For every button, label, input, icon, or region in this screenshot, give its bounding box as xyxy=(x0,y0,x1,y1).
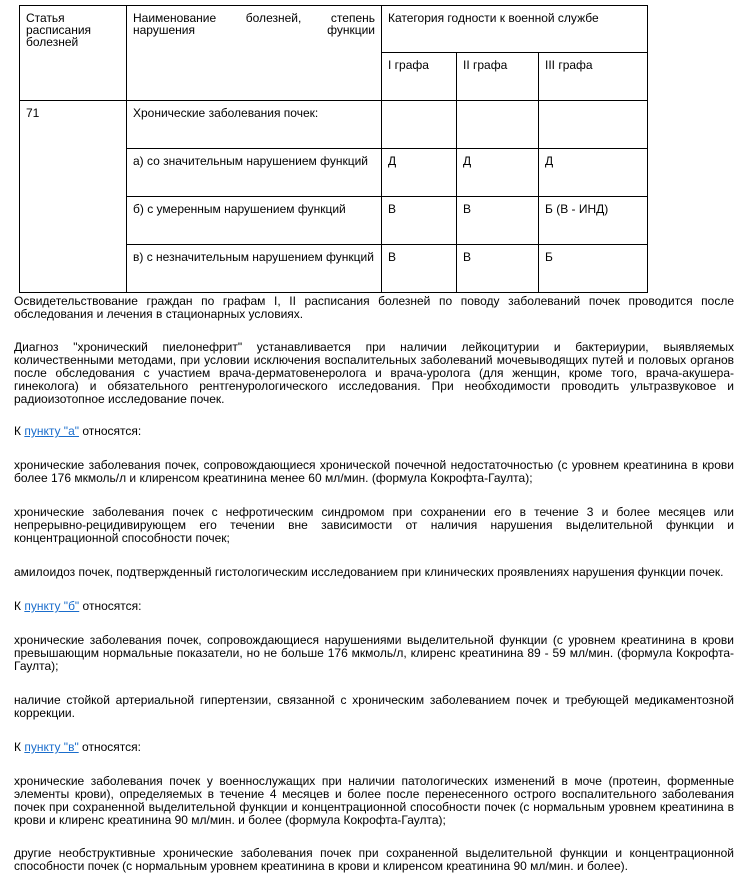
paragraph-diagnosis: Диагноз "хронический пиелонефрит" устанавливается при наличии лейкоцитурии и бактериурии, выявляемых количественными методами, при условии исключения воспалительных заболеваний мочевыводящих путей и половых органов после обследования с участием врача-дерматовенеролога и врача-уролога (для женщин, кроме того, врача-акушера-гинеколога) и обязательного рентгенурологического исследования. При необходимости проводить ультразвуковое и радиоизотопное исследование почек. xyxy=(14,340,734,406)
row-grafa-3: Б xyxy=(539,245,648,293)
point-v-suffix: относятся: xyxy=(78,740,141,754)
point-b-suffix: относятся: xyxy=(79,599,142,613)
header-grafa-1: I графа xyxy=(382,53,457,101)
point-a-item-1: хронические заболевания почек, сопровождающиеся хронической почечной недостаточностью (с уровнем креатинина в крови более 176 мкмоль/л и клиренсом креатинина менее 60 мл/мин. (формула Кокрофта-Гаулта); xyxy=(14,458,734,485)
disease-schedule-table xyxy=(19,5,648,293)
paragraph-examination: Освидетельствование граждан по графам I, II расписания болезней по поводу заболеваний почек проводится после обследования и лечения в стационарных условиях. xyxy=(14,294,734,321)
table-row xyxy=(20,101,648,149)
point-a-suffix: относятся: xyxy=(79,424,142,438)
row-name: в) с незначительным нарушением функций xyxy=(127,245,382,293)
row-grafa-2: Д xyxy=(457,149,539,197)
point-b-item-1: хронические заболевания почек, сопровождающиеся нарушениями выделительной функции (с уровнем креатинина в крови превышающим нормальные показатели, но не больше 176 мкмоль/л, клиренс креатинина 89 - 59 мл/мин. (формула Кокрофта-Гаулта); xyxy=(14,633,734,673)
header-category: Категория годности к военной службе xyxy=(382,6,648,53)
point-b-link[interactable]: пункту "б" xyxy=(24,599,80,613)
point-a-item-2: хронические заболевания почек с нефротическим синдромом при сохранении его в течение 3 и более месяцев или непрерывно-рецидивирующем его течении вне зависимости от наличия нарушения выделительной функции и концентрационной способности почек; xyxy=(14,505,734,545)
row-grafa-3: Б (В - ИНД) xyxy=(539,197,648,245)
point-v-prefix: К xyxy=(14,740,25,754)
point-a-prefix: К xyxy=(14,424,25,438)
row-grafa-3 xyxy=(539,101,648,149)
point-v-heading xyxy=(14,741,734,754)
header-disease-name: Наименование болезней, степень нарушения функции xyxy=(127,6,382,101)
point-v-item-1: хронические заболевания почек у военнослужащих при наличии патологических изменений в моче (протеин, форменные элементы крови), определяемых в течение 4 месяцев и более после перенесенного острого воспалительного заболевания почек при сохраненной выделительной функции и концентрационной способности почек (с нормальным уровнем креатинина в крови и клиренс креатинина 90 мл/мин. и более (формула Кокрофта-Гаулта); xyxy=(14,774,734,827)
point-v-item-2: другие необструктивные хронические заболевания почек при сохраненной выделительной функции и концентрационной способности почек (с нормальным уровнем креатинина в крови и клиренсом креатинина 90 мл/мин. и более). xyxy=(14,846,734,873)
row-name: б) с умеренным нарушением функций xyxy=(127,197,382,245)
row-grafa-1 xyxy=(382,101,457,149)
row-grafa-2: В xyxy=(457,197,539,245)
row-name: Хронические заболевания почек: xyxy=(127,101,382,149)
point-a-item-3: амилоидоз почек, подтвержденный гистологическим исследованием при клинических проявлениях нарушения функции почек. xyxy=(14,565,724,579)
row-grafa-2: В xyxy=(457,245,539,293)
point-a-link[interactable]: пункту "а" xyxy=(24,424,79,438)
point-a-heading xyxy=(14,425,734,438)
row-grafa-3: Д xyxy=(539,149,648,197)
row-grafa-1: В xyxy=(382,245,457,293)
table-header-row xyxy=(20,6,648,53)
point-b-item-2: наличие стойкой артериальной гипертензии, связанной с хроническим заболеванием почек и требующей медикаментозной коррекции. xyxy=(14,693,734,720)
point-v-link[interactable]: пункту "в" xyxy=(24,740,79,754)
header-grafa-2: II графа xyxy=(457,53,539,101)
header-grafa-3: III графа xyxy=(539,53,648,101)
point-b-prefix: К xyxy=(14,599,25,613)
point-b-heading xyxy=(14,600,734,613)
row-grafa-1: В xyxy=(382,197,457,245)
row-name: а) со значительным нарушением функций xyxy=(127,149,382,197)
document-text xyxy=(14,295,734,873)
header-article: Статья расписания болезней xyxy=(20,6,127,101)
article-number: 71 xyxy=(20,101,127,293)
row-grafa-1: Д xyxy=(382,149,457,197)
row-grafa-2 xyxy=(457,101,539,149)
